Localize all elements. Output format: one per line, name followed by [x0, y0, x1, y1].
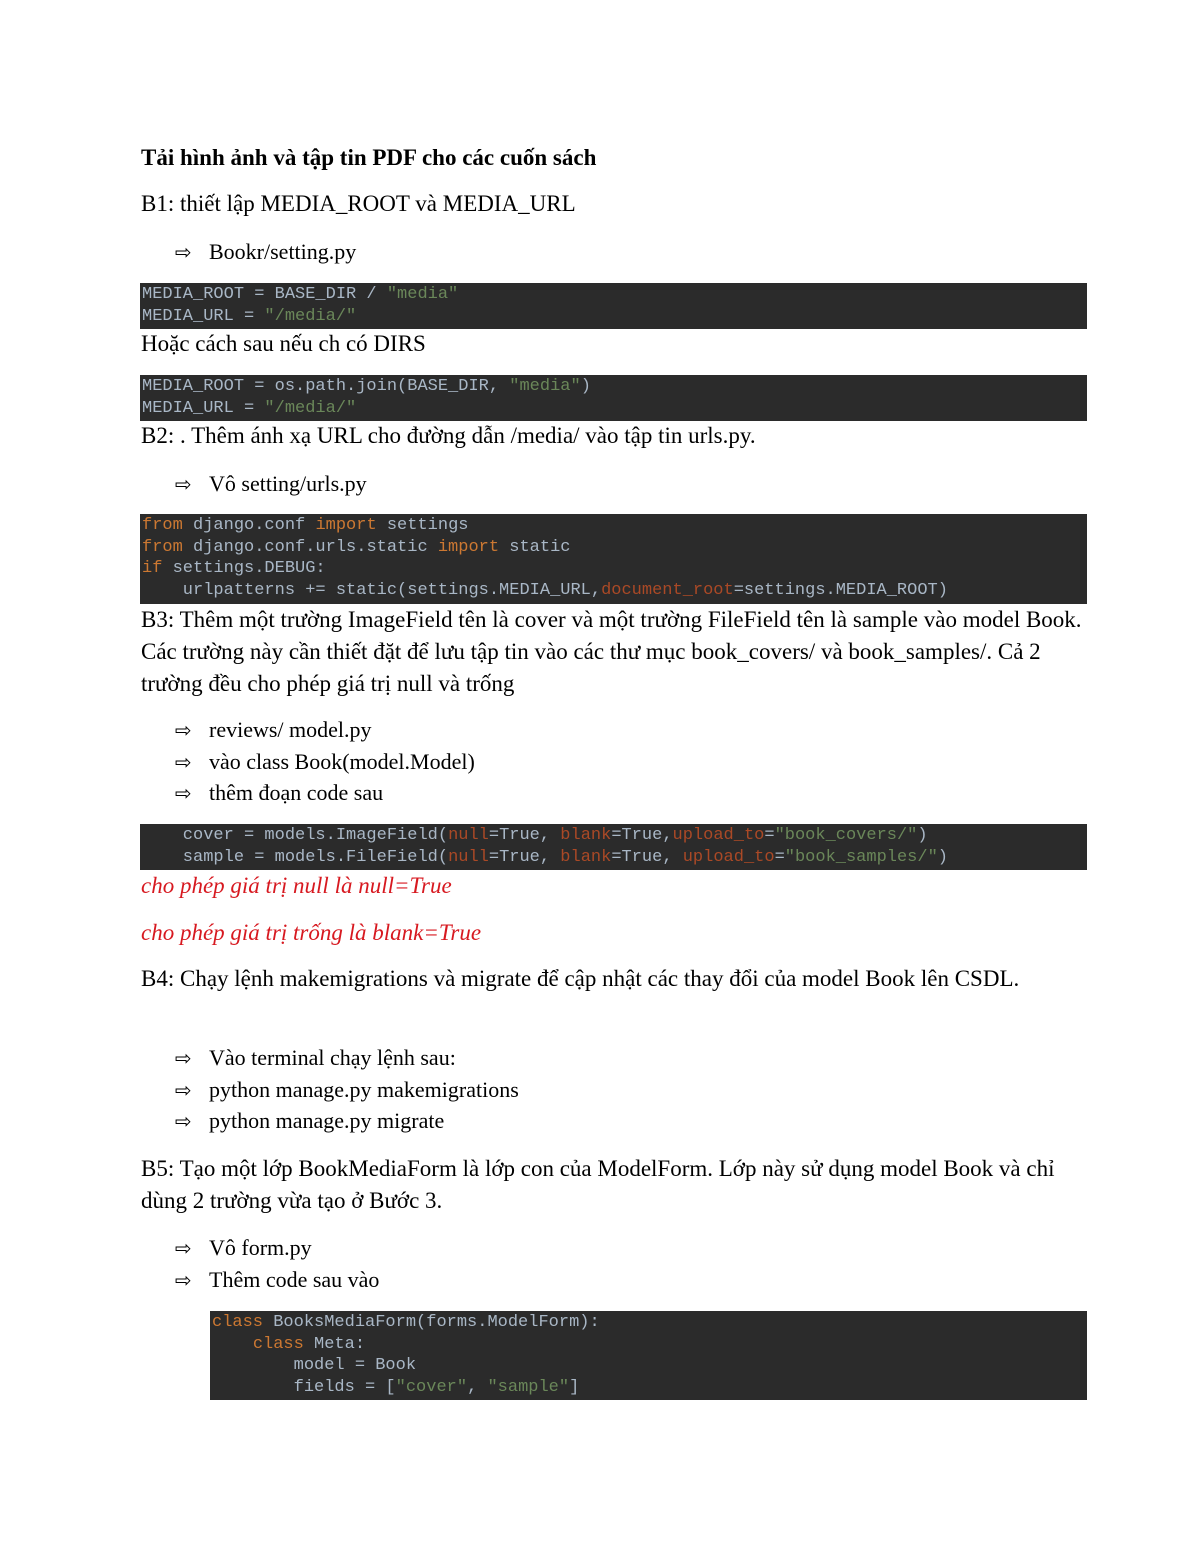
arrow-icon: ⇨ — [175, 1046, 192, 1070]
code-line: MEDIA_URL = "/media/" — [142, 306, 357, 326]
bullet-text: Vào terminal chạy lệnh sau: — [209, 1045, 456, 1070]
bullet-item — [175, 468, 367, 500]
step-b5-heading: B5: Tạo một lớp BookMediaForm là lớp con của ModelForm. Lớp này sử dụng model Book và chỉ dùng 2 trường vừa tạo ở Bước 3. — [141, 1156, 1055, 1213]
code-line: cover = models.ImageField(null=True, blank=True,upload_to="book_covers/") — [142, 826, 928, 845]
code-line: fields = ["cover", "sample"] — [212, 1377, 580, 1397]
code-line: sample = models.FileField(null=True, blank=True, upload_to="book_samples/") — [142, 847, 948, 867]
bullet-item — [175, 236, 356, 268]
code-block-urls — [140, 514, 1087, 604]
arrow-icon: ⇨ — [175, 1236, 192, 1260]
step-b1-heading: B1: thiết lập MEDIA_ROOT và MEDIA_URL — [141, 191, 576, 216]
code-line: urlpatterns += static(settings.MEDIA_URL,document_root=settings.MEDIA_ROOT) — [142, 580, 948, 600]
step-b2-heading: B2: . Thêm ánh xạ URL cho đường dẫn /media/ vào tập tin urls.py. — [141, 423, 756, 448]
bullet-text: Vô setting/urls.py — [209, 471, 367, 496]
arrow-icon: ⇨ — [175, 718, 192, 742]
bullet-item — [175, 1105, 444, 1137]
code-line: from django.conf import settings — [142, 516, 469, 535]
code-line: class BooksMediaForm(forms.ModelForm): — [212, 1313, 600, 1332]
code-line: MEDIA_URL = "/media/" — [142, 398, 357, 418]
code-line: class Meta: — [252, 1334, 366, 1354]
arrow-icon: ⇨ — [175, 1078, 192, 1102]
step-b3-heading: B3: Thêm một trường ImageField tên là cover và một trường FileField tên là sample vào model Book. Các trường này cần thiết đặt để lưu tập tin vào các thư mục book_covers/ và book_samples/. Cả 2 trường đều cho phép giá trị null và trống — [141, 607, 1082, 696]
code-line: model = Book — [212, 1356, 417, 1375]
bullet-text: vào class Book(model.Model) — [209, 749, 475, 774]
bullet-text: python manage.py makemigrations — [209, 1077, 519, 1102]
bullet-text: thêm đoạn code sau — [209, 780, 384, 805]
arrow-icon: ⇨ — [175, 472, 192, 496]
bullet-text: Thêm code sau vào — [209, 1267, 380, 1292]
page-title: Tải hình ảnh và tập tin PDF cho các cuốn sách — [141, 145, 597, 170]
note-null: cho phép giá trị null là null=True — [141, 873, 452, 898]
bullet-item — [175, 714, 372, 746]
bullet-item — [175, 1042, 456, 1074]
note-blank: cho phép giá trị trống là blank=True — [141, 920, 482, 945]
arrow-icon: ⇨ — [175, 781, 192, 805]
code-block-model-fields — [140, 824, 1087, 870]
bullet-text: reviews/ model.py — [209, 717, 372, 742]
code-line: MEDIA_ROOT = os.path.join(BASE_DIR, "media") — [142, 377, 591, 396]
arrow-icon: ⇨ — [175, 1268, 192, 1292]
bullet-item — [175, 1264, 379, 1296]
bullet-item — [175, 1074, 519, 1106]
bullet-text: python manage.py migrate — [209, 1108, 445, 1133]
step-b4-heading: B4: Chạy lệnh makemigrations và migrate để cập nhật các thay đổi của model Book lên CSDL. — [141, 966, 1020, 991]
code-line: if settings.DEBUG: — [142, 559, 326, 578]
arrow-icon: ⇨ — [175, 1109, 192, 1133]
alt-text: Hoặc cách sau nếu ch có DIRS — [141, 331, 426, 356]
bullet-item — [175, 777, 383, 809]
code-line: MEDIA_ROOT = BASE_DIR / "media" — [142, 285, 459, 304]
arrow-icon: ⇨ — [175, 750, 192, 774]
bullet-text: Vô form.py — [209, 1235, 312, 1260]
bullet-item — [175, 746, 475, 778]
bullet-item — [175, 1232, 312, 1264]
code-line: from django.conf.urls.static import static — [142, 537, 571, 557]
bullet-text: Bookr/setting.py — [209, 239, 357, 264]
code-block-media-settings — [140, 283, 1087, 329]
code-block-form — [210, 1311, 1087, 1400]
code-block-media-settings-alt — [140, 375, 1087, 421]
arrow-icon: ⇨ — [175, 240, 192, 264]
